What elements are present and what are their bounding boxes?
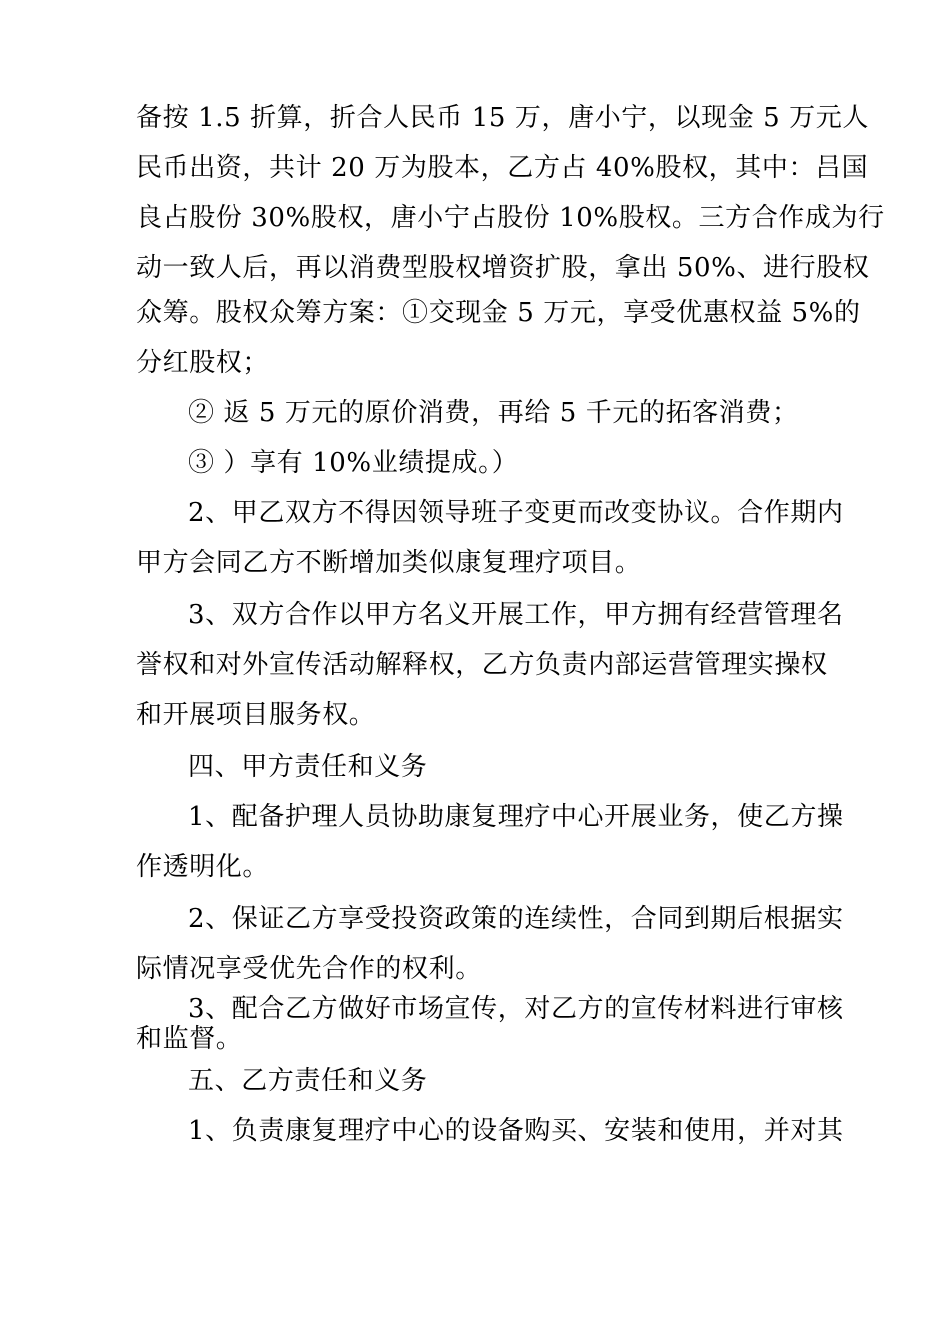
text-line: 和开展项目服务权。 <box>136 700 376 730</box>
text-line: 1、配备护理人员协助康复理疗中心开展业务，使乙方操 <box>188 802 844 832</box>
text-line: 3、配合乙方做好市场宣传，对乙方的宣传材料进行审核 <box>188 994 844 1024</box>
text-line: 分红股权； <box>136 348 270 378</box>
text-line: 良占股份 30%股权，唐小宁占股份 10%股权。三方合作成为行 <box>136 203 885 233</box>
section-heading: 四、甲方责任和义务 <box>188 752 428 782</box>
text-line: ② 返 5 万元的原价消费，再给 5 千元的拓客消费； <box>188 398 799 428</box>
text-line: 动一致人后，再以消费型股权增资扩股，拿出 50%、进行股权 <box>136 253 870 283</box>
text-line: 2、甲乙双方不得因领导班子变更而改变协议。合作期内 <box>188 498 844 528</box>
text-line: 和监督。 <box>136 1024 243 1054</box>
text-line: ③ ）享有 10%业绩提成。） <box>188 448 519 478</box>
text-line: 众筹。股权众筹方案：①交现金 5 万元，享受优惠权益 5%的 <box>136 298 861 328</box>
text-line: 2、保证乙方享受投资政策的连续性，合同到期后根据实 <box>188 904 844 934</box>
text-line: 作透明化。 <box>136 852 270 882</box>
text-line: 际情况享受优先合作的权利。 <box>136 954 482 984</box>
text-line: 备按 1.5 折算，折合人民币 15 万，唐小宁，以现金 5 万元人 <box>136 103 869 133</box>
text-line: 甲方会同乙方不断增加类似康复理疗项目。 <box>136 548 642 578</box>
text-line: 1、负责康复理疗中心的设备购买、安装和使用，并对其 <box>188 1116 844 1146</box>
text-line: 3、双方合作以甲方名义开展工作，甲方拥有经营管理名 <box>188 600 844 630</box>
text-line: 民币出资，共计 20 万为股本，乙方占 40%股权，其中：吕国 <box>136 153 869 183</box>
section-heading: 五、乙方责任和义务 <box>188 1066 428 1096</box>
text-line: 誉权和对外宣传活动解释权，乙方负责内部运营管理实操权 <box>136 650 828 680</box>
